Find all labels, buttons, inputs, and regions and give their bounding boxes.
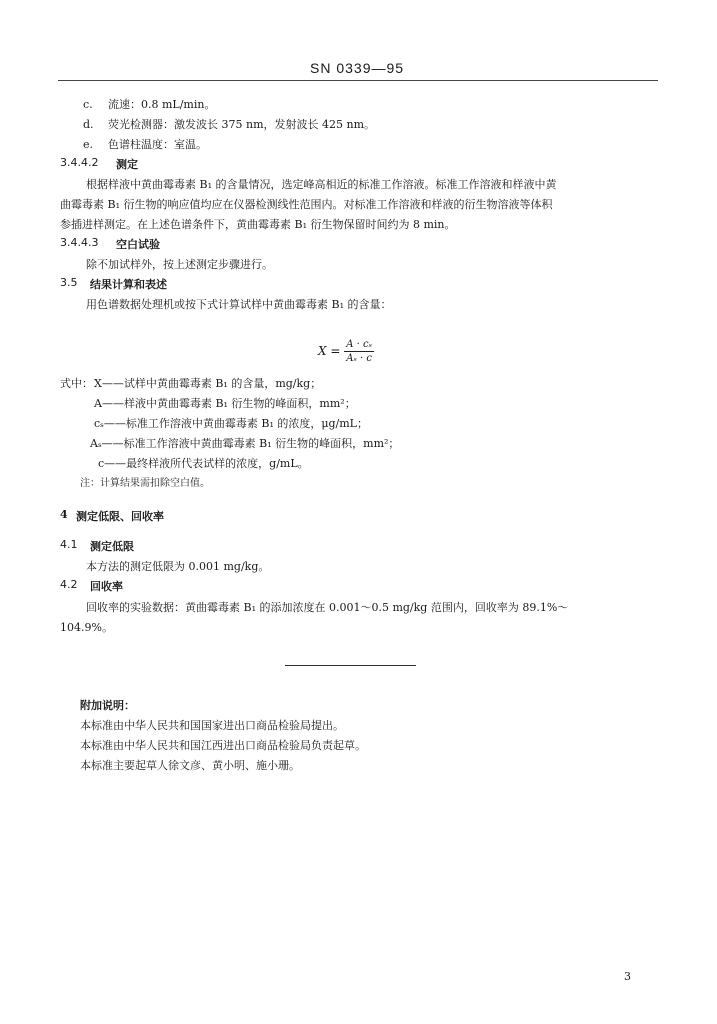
list-item-text: 色谱柱温度：室温。 <box>108 138 207 151</box>
section-number: 4 <box>60 508 68 521</box>
formula <box>318 338 374 365</box>
list-label: d. <box>83 118 94 131</box>
list-item-text: 流速：0.8 mL/min。 <box>108 98 216 111</box>
definition-line: c——最终样液所代表试样的浓度，g/mL。 <box>98 457 309 470</box>
section-title: 结果计算和表述 <box>90 278 167 291</box>
list-item-text: 荧光检测器：激发波长 375 nm，发射波长 425 nm。 <box>108 118 376 131</box>
paragraph-line: 根据样液中黄曲霉毒素 B₁ 的含量情况，选定峰高相近的标准工作溶液。标准工作溶液和样液中黄 <box>86 178 557 191</box>
definition-line: cₛ——标准工作溶液中黄曲霉毒素 B₁ 的浓度，μg/mL； <box>94 417 368 430</box>
section-number: 4.1 <box>60 538 78 551</box>
definition-line: X——试样中黄曲霉毒素 B₁ 的含量，mg/kg； <box>94 377 322 390</box>
paragraph-line: 曲霉毒素 B₁ 衍生物的响应值均应在仪器检测线性范围内。对标准工作溶液和样液的衍生物溶液等体积 <box>60 198 553 211</box>
formula-lhs: X = <box>318 344 341 358</box>
appendix-line: 本标准由中华人民共和国江西进出口商品检验局负责起草。 <box>80 739 366 752</box>
section-title: 回收率 <box>90 580 123 593</box>
definition-line: Aₛ——标准工作溶液中黄曲霉毒素 B₁ 衍生物的峰面积，mm²； <box>90 437 400 450</box>
appendix-title: 附加说明： <box>80 699 135 712</box>
paragraph-line: 参插进样测定。在上述色谱条件下，黄曲霉毒素 B₁ 衍生物保留时间约为 8 min。 <box>60 218 456 231</box>
paragraph-line: 104.9%。 <box>60 621 113 634</box>
list-label: e. <box>83 138 94 151</box>
page-number: 3 <box>624 970 631 983</box>
section-title: 测定低限、回收率 <box>76 510 164 523</box>
section-title: 测定 <box>116 158 138 171</box>
formula-numerator: A · cₛ <box>346 339 372 350</box>
where-label: 式中： <box>60 377 93 390</box>
appendix-line: 本标准主要起草人徐文彦、黄小明、施小珊。 <box>80 759 300 772</box>
section-divider <box>285 665 416 666</box>
header-rule <box>58 80 658 81</box>
definition-line: A——样液中黄曲霉毒素 B₁ 衍生物的峰面积，mm²； <box>94 397 356 410</box>
section-number: 3.5 <box>60 276 78 289</box>
section-number: 3.4.4.3 <box>60 236 99 249</box>
appendix-line: 本标准由中华人民共和国国家进出口商品检验局提出。 <box>80 719 344 732</box>
section-title: 空白试验 <box>116 238 160 251</box>
paragraph-line: 本方法的测定低限为 0.001 mg/kg。 <box>86 560 270 573</box>
formula-denominator: Aₛ · c <box>346 353 372 364</box>
paragraph-line: 回收率的实验数据：黄曲霉毒素 B₁ 的添加浓度在 0.001～0.5 mg/kg 范围内，回收率为 89.1%～ <box>86 601 569 614</box>
standard-code: SN 0339—95 <box>310 60 405 76</box>
section-title: 测定低限 <box>90 540 134 553</box>
note: 注：计算结果需扣除空白值。 <box>80 478 210 489</box>
section-number: 4.2 <box>60 578 78 591</box>
formula-fraction <box>344 338 374 365</box>
paragraph-line: 除不加试样外，按上述测定步骤进行。 <box>86 258 273 271</box>
list-label: c. <box>83 98 93 111</box>
section-number: 3.4.4.2 <box>60 156 99 169</box>
paragraph-line: 用色谱数据处理机或按下式计算试样中黄曲霉毒素 B₁ 的含量： <box>86 298 392 311</box>
